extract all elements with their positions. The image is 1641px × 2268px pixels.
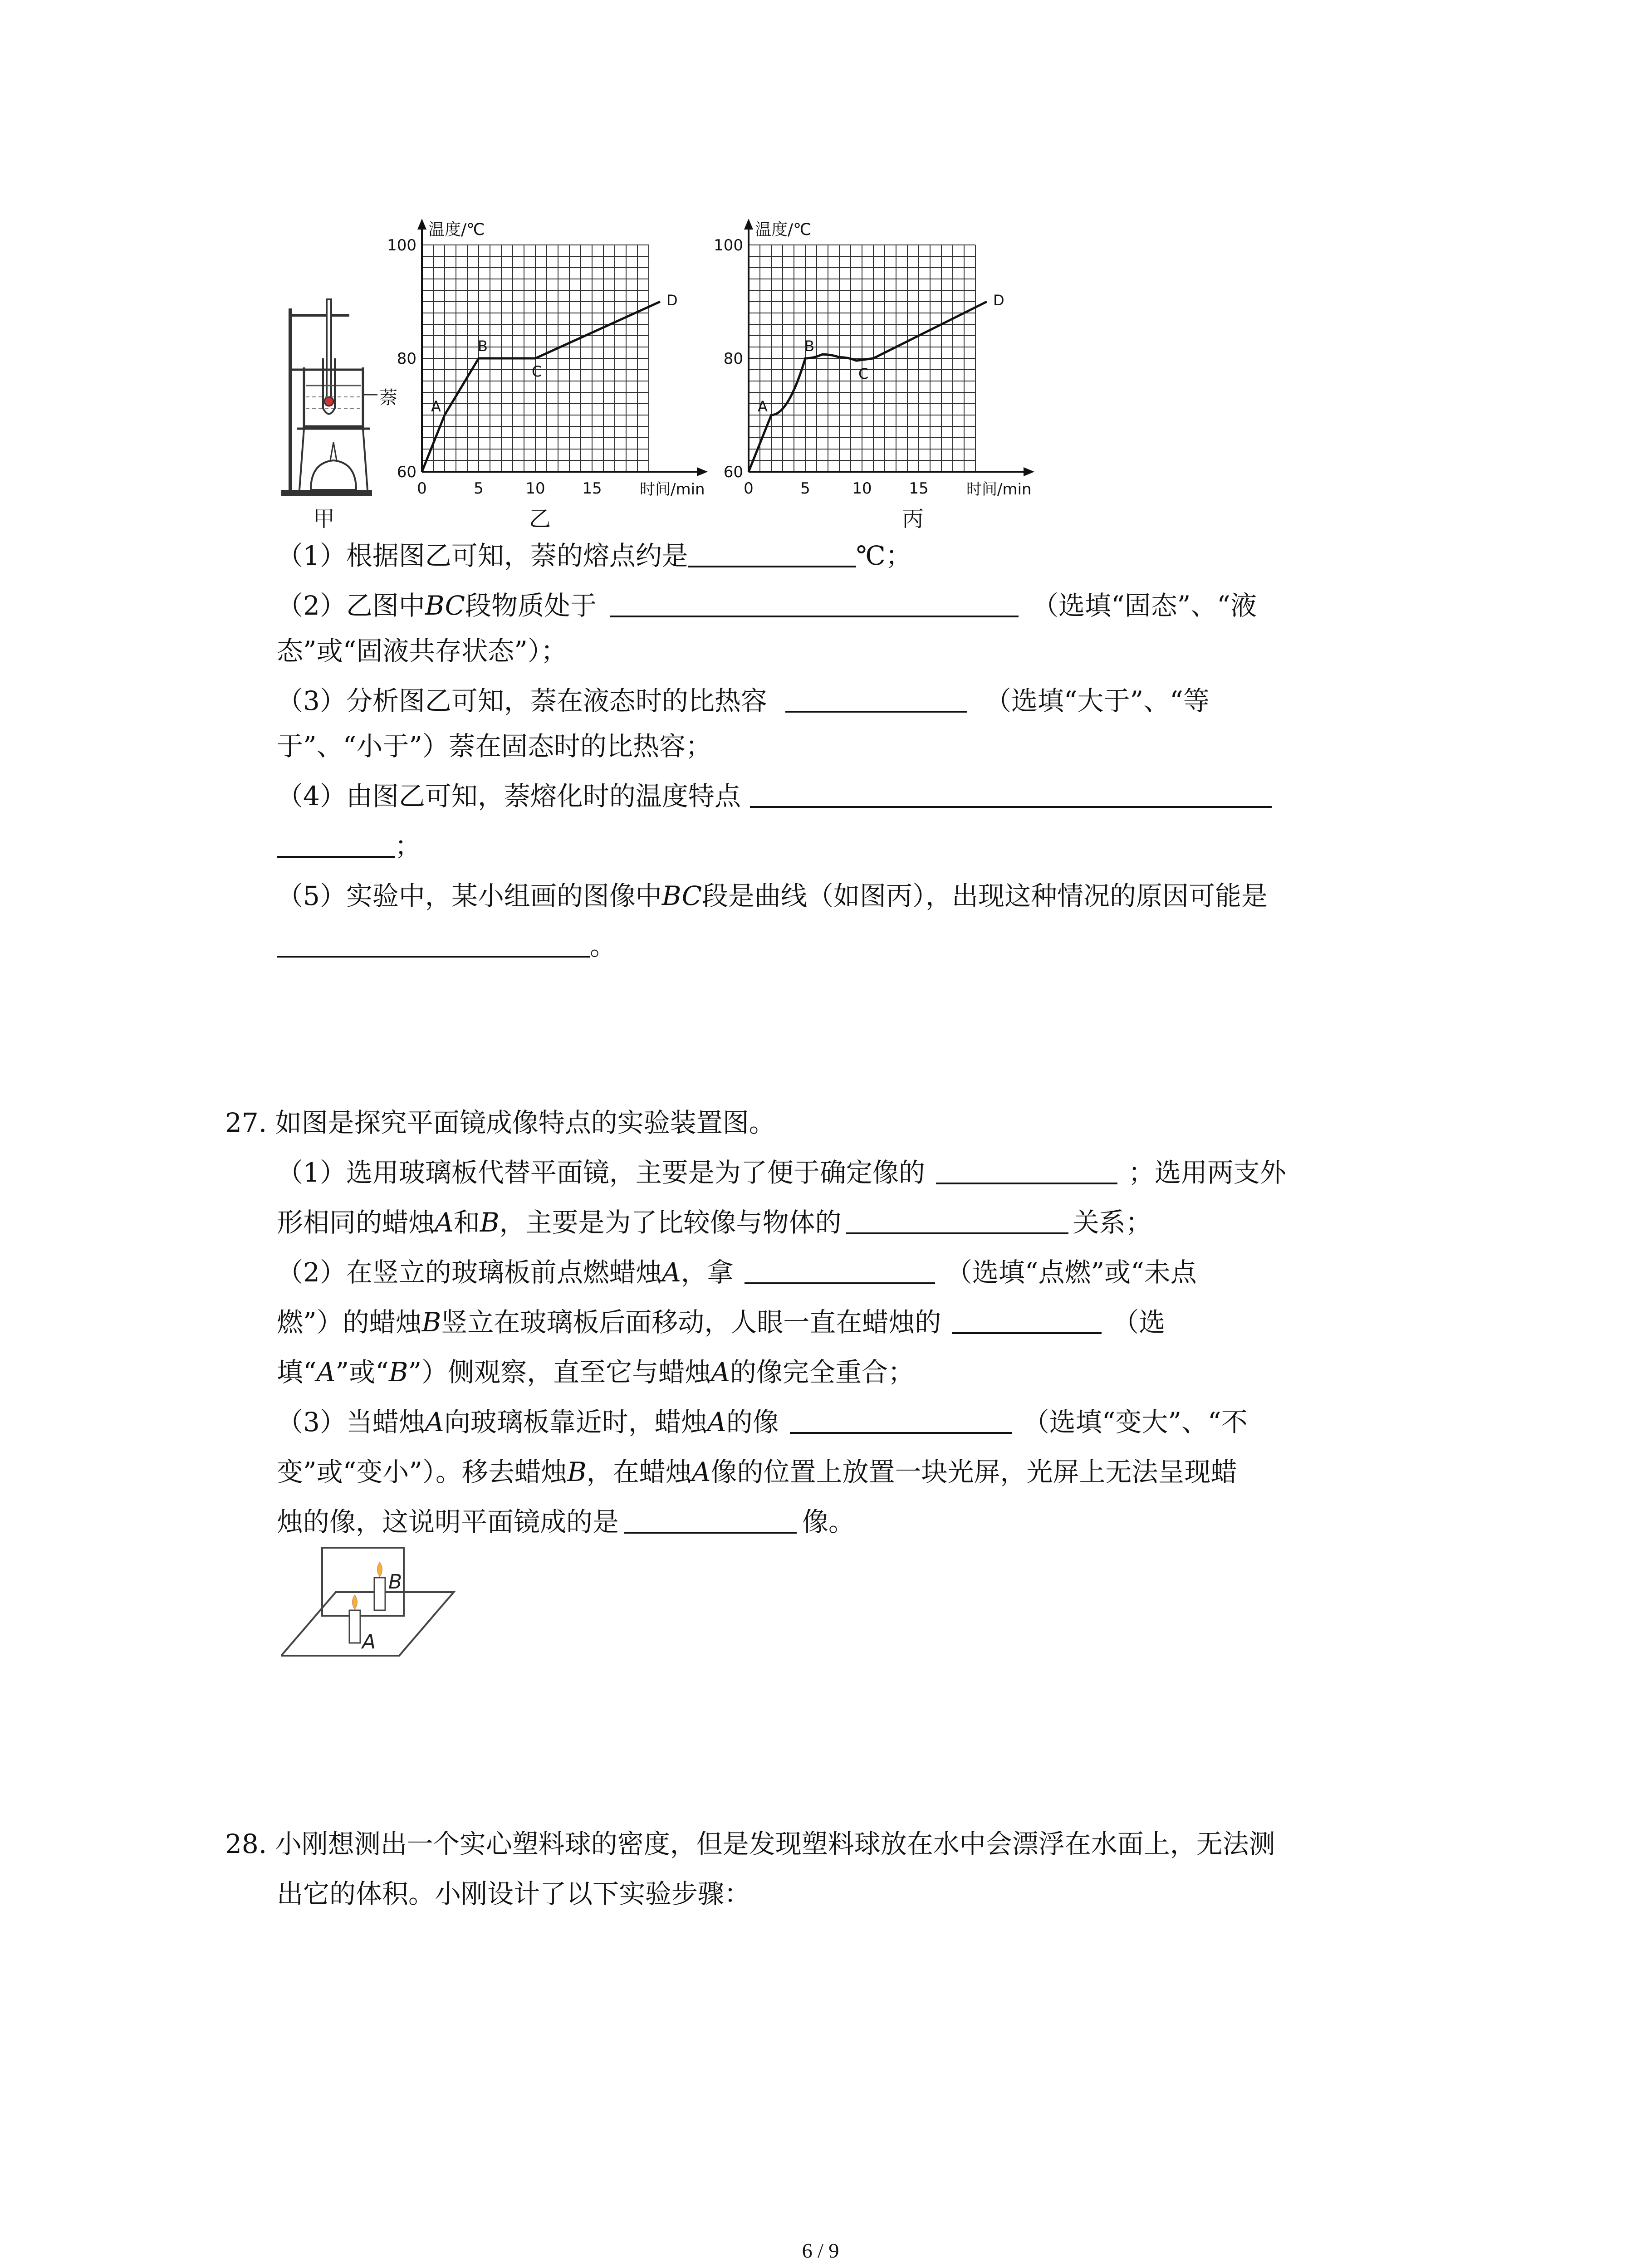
x-tick-label: 15 (582, 479, 602, 498)
y-tick-label: 100 (387, 236, 416, 254)
apparatus-figure (272, 290, 395, 503)
q26-part5-cont: 。 (277, 930, 616, 962)
question-number: 27. (225, 1107, 267, 1138)
y-tick-label: 80 (397, 350, 416, 368)
chart-bing-caption: 丙 (902, 506, 924, 532)
y-tick-label: 60 (397, 463, 416, 481)
point-label: C (858, 365, 869, 382)
x-tick-label: 10 (525, 479, 545, 498)
answer-blank[interactable] (750, 781, 1272, 808)
answer-blank[interactable] (277, 930, 590, 958)
q28-line1: 28. 小刚想测出一个实心塑料球的密度，但是发现塑料球放在水中会漂浮在水面上，无法测 (225, 1828, 1275, 1859)
q26-part1: （1）根据图乙可知，萘的熔点约是 ℃； (277, 540, 912, 571)
q27-part2: （2）在竖立的玻璃板前点燃蜡烛A，拿 （选填“点燃”或“未点 (277, 1257, 1197, 1288)
series-line (422, 302, 660, 472)
question-number: 28. (225, 1828, 267, 1859)
answer-blank[interactable] (785, 685, 967, 713)
q27-part1-cont: 形相同的蜡烛A和B，主要是为了比较像与物体的 关系； (277, 1207, 1152, 1238)
answer-blank[interactable] (624, 1506, 797, 1534)
page-number: 6 / 9 (802, 2239, 839, 2262)
point-label: C (532, 363, 542, 380)
x-tick-label: 15 (909, 479, 929, 498)
answer-blank[interactable] (745, 1257, 935, 1284)
point-label: B (478, 337, 488, 355)
x-tick-label: 0 (417, 479, 427, 498)
x-axis-arrow (697, 467, 708, 476)
apparatus-label: 萘 (379, 387, 397, 408)
q27-part3: （3）当蜡烛A向玻璃板靠近时，蜡烛A的像 （选填“变大”、“不 (277, 1407, 1248, 1437)
q27-part3-cont2: 烛的像，这说明平面镜成的是 像。 (277, 1506, 855, 1537)
point-label: D (666, 292, 678, 309)
apparatus-caption: 甲 (313, 506, 335, 532)
answer-blank[interactable] (610, 590, 1019, 617)
q26-part3-cont: 于”、“小于”）萘在固态时的比热容； (277, 731, 712, 762)
x-axis-label: 时间/min (966, 480, 1032, 499)
y-axis-arrow (744, 219, 753, 230)
y-axis-label: 温度/℃ (755, 220, 812, 239)
point-label: A (758, 398, 768, 415)
y-axis-arrow (417, 219, 426, 230)
x-tick-label: 0 (744, 479, 754, 498)
chart-yi-caption: 乙 (529, 506, 551, 532)
q26-part3: （3）分析图乙可知，萘在液态时的比热容 （选填“大于”、“等 (277, 685, 1210, 716)
series-line (749, 302, 987, 472)
q26-part2-cont: 态”或“固液共存状态”）； (277, 635, 567, 666)
y-tick-label: 60 (723, 463, 743, 481)
q26-part4: （4）由图乙可知，萘熔化时的温度特点 (277, 780, 1272, 812)
q27-part1: （1）选用玻璃板代替平面镜，主要是为了便于确定像的 ；选用两支外 (277, 1157, 1286, 1188)
q26-part2: （2）乙图中BC段物质处于 （选填“固态”、“液 (277, 590, 1257, 621)
x-tick-label: 5 (800, 479, 810, 498)
q27-part2-cont: 燃”）的蜡烛B竖立在玻璃板后面移动，人眼一直在蜡烛的 （选 (277, 1307, 1166, 1338)
y-tick-label: 80 (723, 350, 743, 368)
x-tick-label: 5 (474, 479, 484, 498)
y-tick-label: 100 (714, 236, 743, 254)
chart-bing (712, 218, 1048, 508)
mirror-candle-figure (281, 1542, 463, 1665)
x-axis-arrow (1024, 467, 1034, 476)
q26-part4-cont: ； (277, 830, 421, 862)
answer-blank[interactable] (846, 1207, 1068, 1234)
point-label: B (804, 337, 814, 355)
answer-blank[interactable] (936, 1157, 1117, 1184)
x-axis-label: 时间/min (640, 480, 705, 499)
chart-yi (386, 218, 721, 508)
y-axis-label: 温度/℃ (428, 220, 485, 239)
point-label: A (431, 398, 441, 415)
answer-blank[interactable] (688, 540, 856, 567)
q26-part5: （5）实验中，某小组画的图像中BC段是曲线（如图丙），出现这种情况的原因可能是 (277, 880, 1268, 911)
answer-blank[interactable] (790, 1407, 1012, 1434)
candle-a-label: A (362, 1630, 376, 1653)
q27-part2-cont2: 填“A”或“B”）侧观察，直至它与蜡烛A的像完全重合； (277, 1357, 915, 1388)
q28-line2: 出它的体积。小刚设计了以下实验步骤： (277, 1878, 751, 1909)
x-tick-label: 10 (852, 479, 872, 498)
answer-blank[interactable] (277, 831, 395, 858)
q27-part3-cont: 变”或“变小”）。移去蜡烛B，在蜡烛A像的位置上放置一块光屏，光屏上无法呈现蜡 (277, 1457, 1237, 1487)
q27-stem: 27. 如图是探究平面镜成像特点的实验装置图。 (225, 1107, 775, 1138)
candle-b-label: B (388, 1570, 402, 1593)
answer-blank[interactable] (952, 1307, 1102, 1334)
point-label: D (993, 292, 1004, 309)
